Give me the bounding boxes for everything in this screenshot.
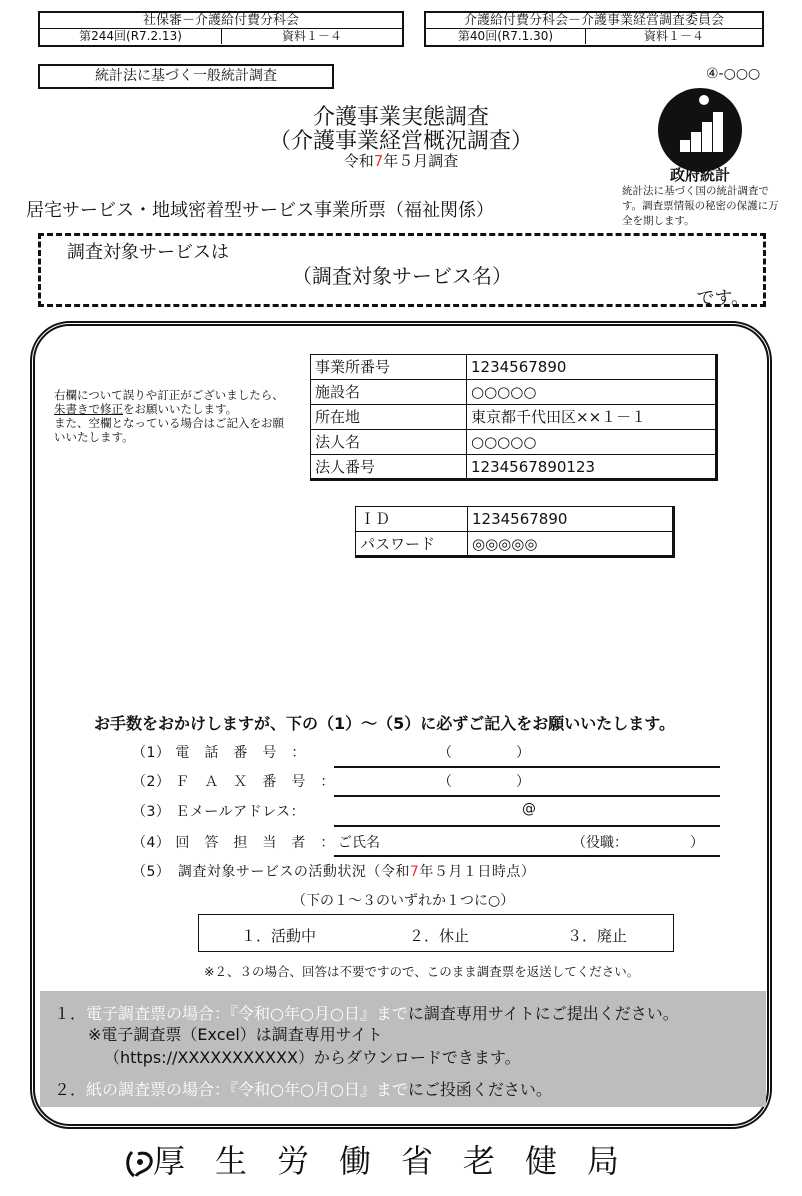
submission-line4-black: にご投函ください。 (407, 1080, 552, 1099)
header-box-left (38, 11, 404, 47)
fax-field[interactable] (334, 795, 720, 797)
service-form-title: 居宅サービス・地域密着型サービス事業所票（福祉関係） (26, 200, 494, 221)
table-row (311, 405, 717, 430)
q3-at: @ (522, 801, 536, 817)
q4-role-close: ） (690, 835, 704, 851)
table-row (311, 430, 717, 455)
info-label: 事業所番号 (311, 355, 467, 380)
table-row (356, 507, 674, 532)
option-active[interactable]: １．活動中 (241, 927, 317, 945)
form-code: ④-○○○ (706, 66, 761, 82)
header-left-meeting: 第244回(R7.2.13) (40, 29, 222, 44)
survey-date (0, 150, 802, 171)
info-value[interactable]: ○○○○○ (467, 380, 717, 405)
header-right-doc: 資料１－４ (643, 29, 704, 43)
info-label: 施設名 (311, 380, 467, 405)
q4-label: （4） 回 答 担 当 者 ： (132, 835, 335, 851)
submission-line1 (54, 1001, 679, 1024)
submission-line1-black: に調査専用サイトにご提出ください。 (407, 1004, 679, 1023)
option-paused[interactable]: ２．休止 (409, 927, 470, 945)
option-closed[interactable]: ３．廃止 (567, 927, 628, 945)
note-p1-pre: 右欄について誤りや訂正がございましたら、 (54, 388, 284, 402)
header-box-right (424, 11, 764, 47)
submission-line1-num: １． (54, 1004, 87, 1023)
email-field[interactable] (334, 825, 720, 827)
stat-law-label: 統計法に基づく一般統計調査 (38, 64, 334, 89)
info-value[interactable]: 1234567890 (467, 355, 717, 380)
gov-stat-note: 統計法に基づく国の統計調査です。調査票情報の秘密の保護に万全を期します。 (622, 185, 779, 227)
gov-stat-label: 政府統計 (669, 166, 730, 184)
note-p1-emphasis: 朱書きで修正 (54, 402, 123, 416)
q2-paren-open: （ (438, 774, 452, 790)
q1-paren-close: ） (516, 745, 530, 761)
survey-date-post: 年５月調査 (383, 152, 459, 170)
q5-post: 年５月１日時点） (419, 864, 536, 880)
cred-label: ＩＤ (356, 507, 468, 532)
credentials-table (355, 506, 675, 558)
header-right-meeting: 第40回(R7.1.30) (426, 29, 586, 44)
q5-year: 7 (409, 864, 420, 880)
info-value[interactable]: 1234567890123 (467, 455, 717, 480)
submission-line3: （https://XXXXXXXXXXX）からダウンロードできます。 (104, 1048, 521, 1067)
q1-label: （1） 電 話 番 号 ： (132, 745, 306, 761)
choice-instruction: （下の１～３のいずれか１つに○） (292, 893, 515, 909)
submission-line4-white: 紙の調査票の場合：『令和○年○月○日』まで (86, 1080, 408, 1099)
cred-label: パスワード (356, 532, 468, 557)
contact-person-field[interactable] (334, 855, 720, 857)
table-row (311, 380, 717, 405)
submission-line4-num: ２． (54, 1080, 87, 1099)
phone-field[interactable] (334, 766, 720, 768)
fill-request: お手数をおかけしますが、下の（1）～（5）に必ずご記入をお願いいたします。 (94, 714, 675, 733)
submission-line1-white: 電子調査票の場合：『令和○年○月○日』まで (86, 1004, 408, 1023)
q2-paren-close: ） (516, 774, 530, 790)
survey-title: 介護事業実態調査 (312, 105, 489, 130)
submission-box (40, 991, 766, 1107)
return-note: ※２、３の場合、回答は不要ですので、このまま調査票を返送してください。 (204, 964, 640, 979)
ministry-name: 厚生労働省老健局 (152, 1142, 649, 1180)
info-value[interactable]: 東京都千代田区××１－１ (467, 405, 717, 430)
survey-date-year: 7 (373, 152, 384, 170)
facility-info-table (310, 354, 718, 481)
info-value[interactable]: ○○○○○ (467, 430, 717, 455)
cred-value: 1234567890 (468, 507, 674, 532)
note-p1-post: をお願いいたします。 (123, 402, 238, 416)
submission-line2: ※電子調査票（Excel）は調査専用サイト (88, 1025, 383, 1044)
header-left-doc: 資料１－４ (281, 29, 342, 43)
target-line3: です。 (696, 288, 749, 309)
q2-label: （2） Ｆ Ａ Ｘ 番 号 ： (132, 774, 335, 790)
table-row (311, 355, 717, 380)
note-p2: また、空欄となっている場合はご記入をお願いいたします。 (54, 416, 284, 444)
header-right-title: 介護給付費分科会－介護事業経営調査委員会 (426, 13, 762, 29)
table-row (311, 455, 717, 480)
target-service-box (38, 233, 766, 307)
submission-line4 (54, 1077, 552, 1100)
q5-label (132, 861, 535, 881)
status-options (198, 914, 674, 952)
target-line1: 調査対象サービスは (67, 242, 229, 263)
info-label: 法人番号 (311, 455, 467, 480)
q1-paren-open: （ (438, 745, 452, 761)
cred-value: ◎◎◎◎◎ (468, 532, 674, 557)
info-label: 法人名 (311, 430, 467, 455)
q3-label: （3） Ｅメールアドレス： (132, 804, 306, 820)
survey-subtitle: （介護事業経営概況調査） (268, 129, 533, 154)
correction-note (54, 388, 284, 444)
table-row (356, 532, 674, 557)
q4-name-label: ご氏名 (338, 835, 380, 851)
q4-role-label: （役職： (572, 835, 628, 851)
info-label: 所在地 (311, 405, 467, 430)
header-left-title: 社保審－介護給付費分科会 (40, 13, 402, 29)
q5-pre: （5） 調査対象サービスの活動状況（令和 (132, 864, 410, 880)
target-service-name: （調査対象サービス名） (292, 264, 512, 288)
survey-date-pre: 令和 (343, 152, 374, 170)
